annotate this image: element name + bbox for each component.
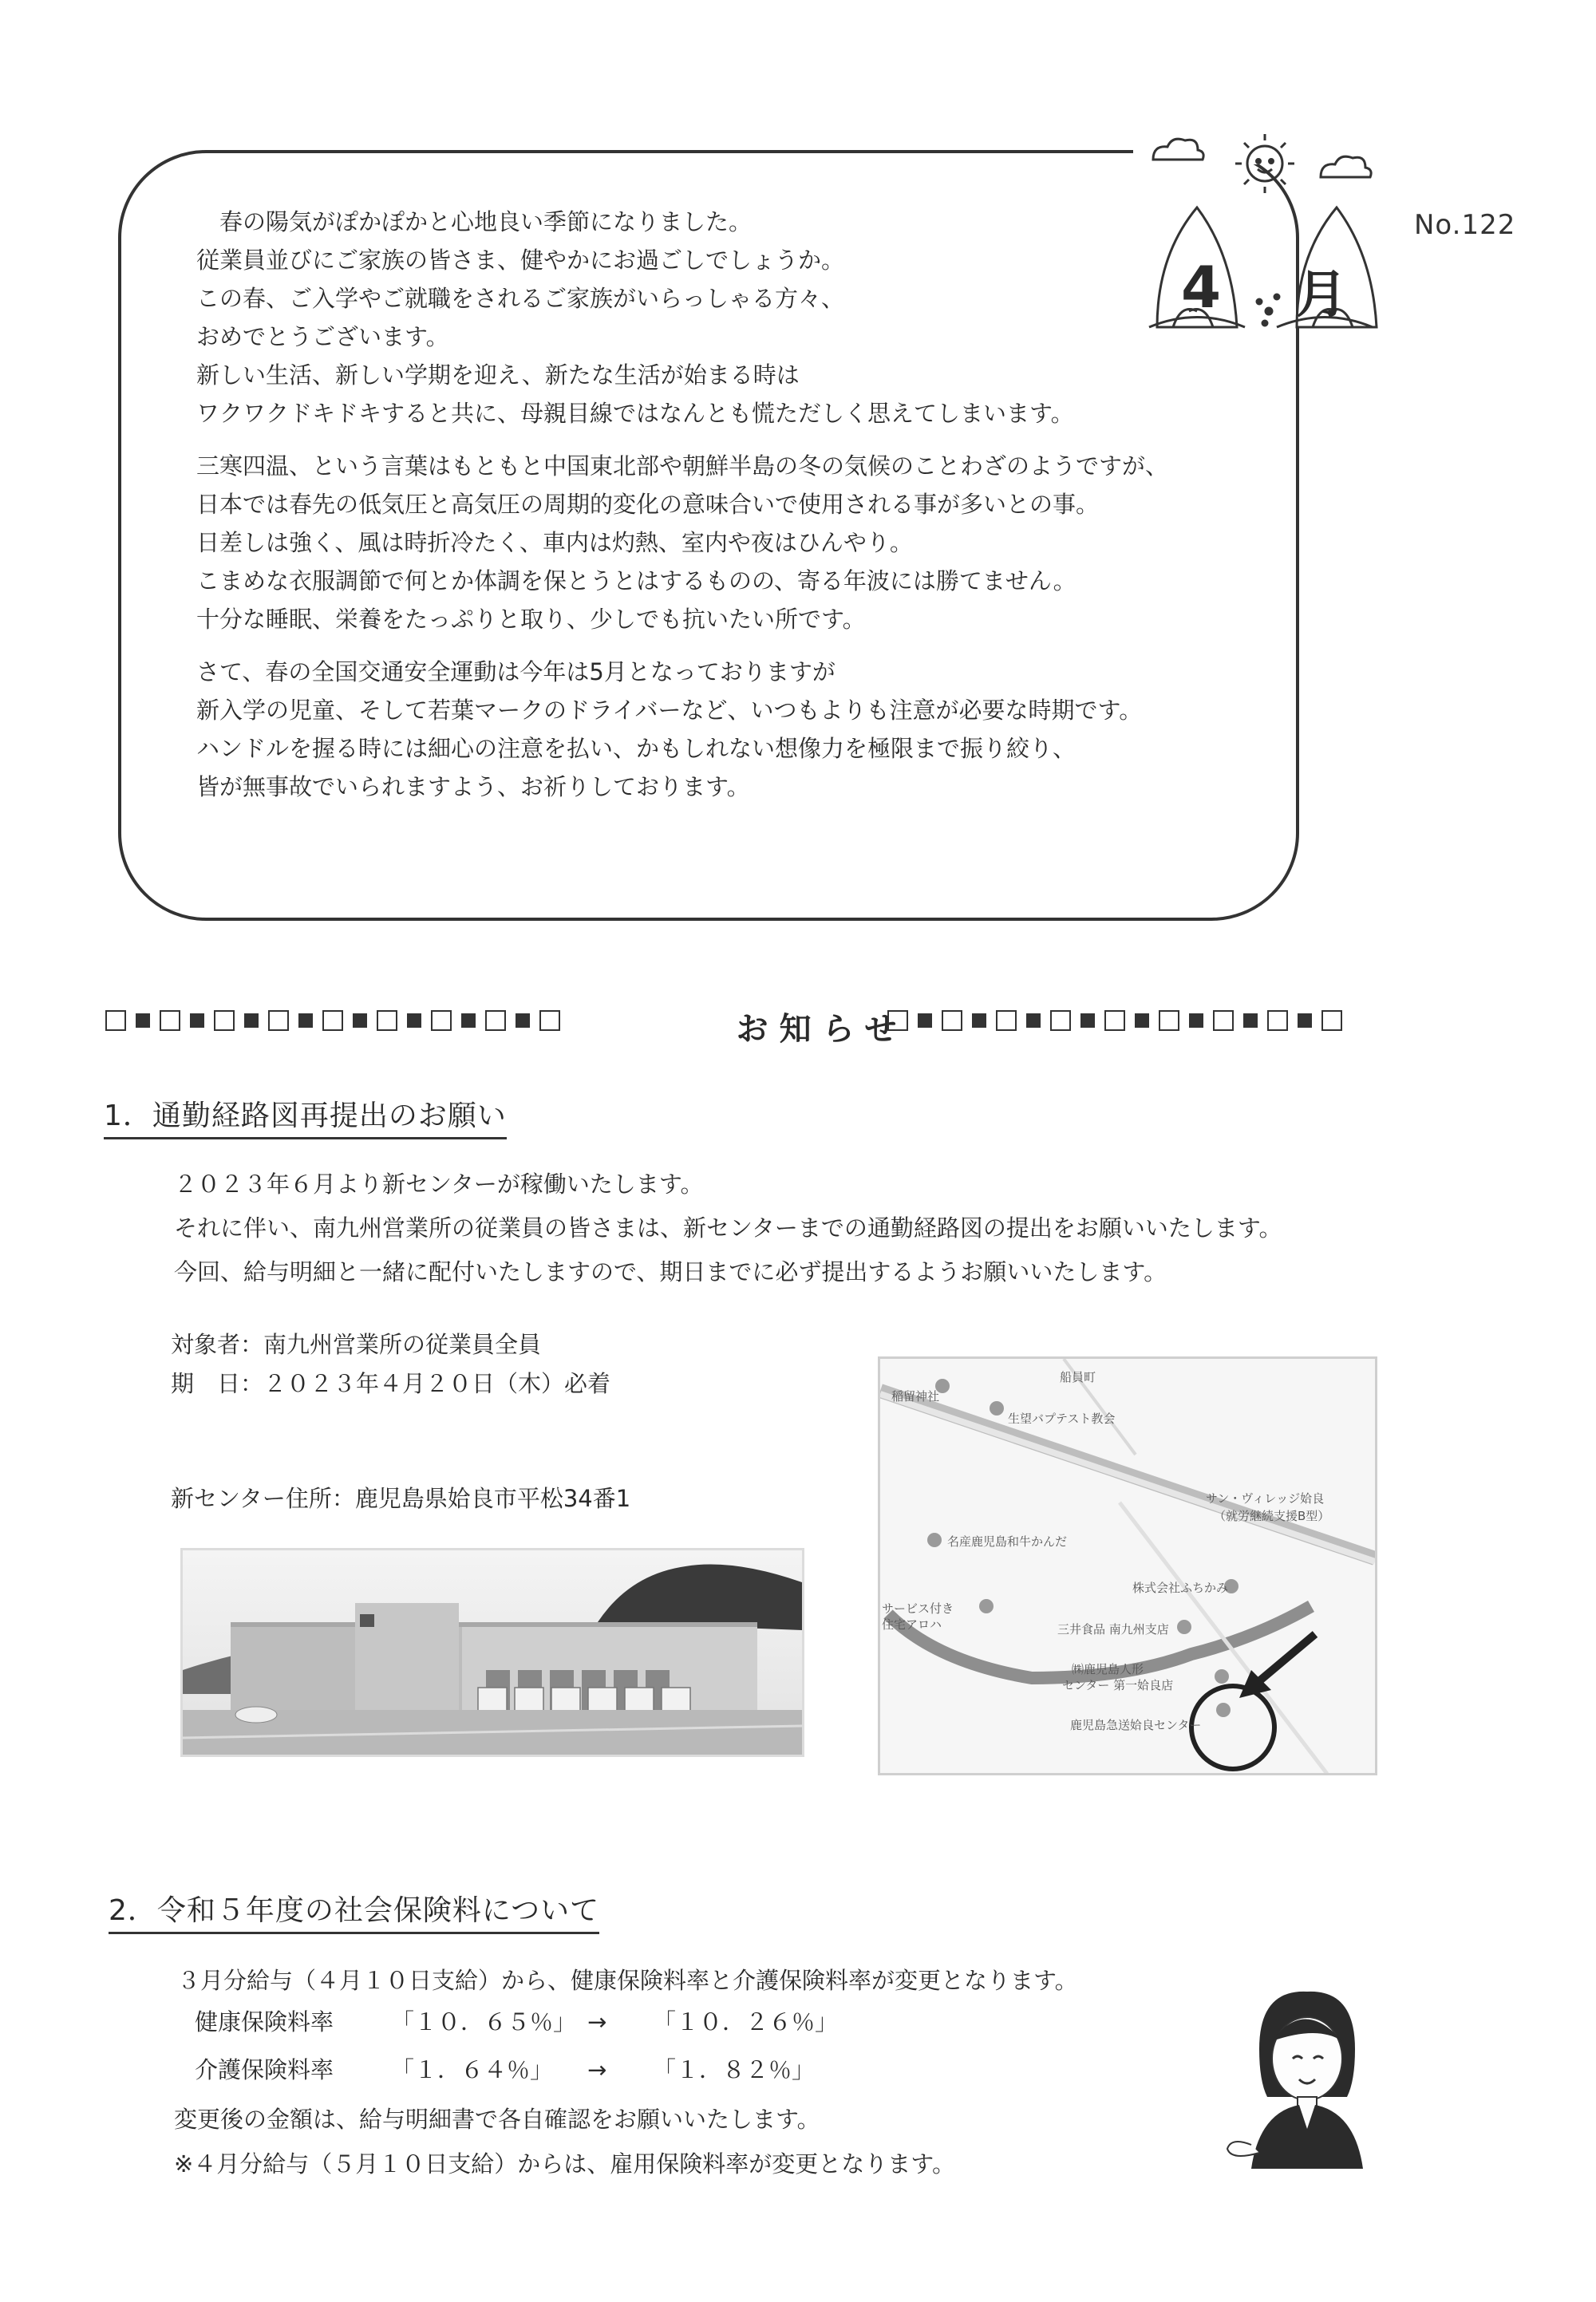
filled-square-icon <box>1026 1013 1041 1028</box>
notice-divider <box>102 1004 1427 1048</box>
filled-square-icon <box>136 1013 150 1028</box>
greeting-line: 日本では春先の低気圧と高気圧の周期的変化の意味合いで使用される事が多いとの事。 <box>196 491 1100 518</box>
address-label: 新センター住所： <box>171 1485 355 1512</box>
deadline-label: 期 日： <box>171 1370 264 1397</box>
filled-square-icon <box>516 1013 530 1028</box>
filled-square-icon <box>1189 1013 1203 1028</box>
divider-squares-left <box>105 1010 560 1031</box>
map-label: センター 第一姶良店 <box>1062 1678 1174 1692</box>
filled-square-icon <box>918 1013 932 1028</box>
outline-square-icon <box>1104 1010 1125 1031</box>
map-label: 船員町 <box>1060 1370 1096 1384</box>
greeting-line: 十分な睡眠、栄養をたっぷりと取り、少しでも抗いたい所です。 <box>196 606 866 633</box>
sun-icon <box>1235 134 1294 193</box>
filled-square-icon <box>972 1013 986 1028</box>
outline-square-icon <box>942 1010 962 1031</box>
greeting-paragraph-2 <box>196 447 1234 638</box>
greeting-line: この春、ご入学やご就職をされるご家族がいらっしゃる方々、 <box>196 285 845 312</box>
target-label: 対象者： <box>171 1331 264 1358</box>
section2-note-2: ※４月分給与（５月１０日支給）からは、雇用保険料率が変更となります。 <box>174 2150 955 2178</box>
greeting-line: 新入学の児童、そして若葉マークのドライバーなど、いつもよりも注意が必要な時期です。 <box>196 697 1143 724</box>
notice-heading: お知らせ <box>736 1011 908 1048</box>
greeting-line: 新しい生活、新しい学期を迎え、新たな生活が始まる時は <box>196 361 800 389</box>
outline-square-icon <box>160 1010 180 1031</box>
target-value: 南九州営業所の従業員全員 <box>263 1331 542 1358</box>
section2-heading: 2．令和５年度の社会保険料について <box>109 1888 599 1934</box>
month-kanji: 月 <box>1296 266 1347 325</box>
location-map <box>878 1356 1377 1775</box>
filled-square-icon <box>1135 1013 1149 1028</box>
outline-square-icon <box>539 1010 560 1031</box>
map-label: 鹿児島急送姶良センター <box>1070 1718 1202 1732</box>
month-number: 4 <box>1180 254 1222 321</box>
map-label: ㈱鹿児島人形 <box>1072 1662 1144 1676</box>
map-label: 生望バプテスト教会 <box>1008 1412 1116 1426</box>
greeting-line: 皆が無事故でいられますよう、お祈りしております。 <box>196 773 750 800</box>
greeting-line: 三寒四温、という言葉はもともと中国東北部や朝鮮半島の冬の気候のことわざのようですが、 <box>196 452 1169 480</box>
address-value: 鹿児島県姶良市平松34番1 <box>354 1485 631 1512</box>
address-row <box>171 1481 630 1514</box>
rate-arrow: → <box>587 2056 607 2083</box>
outline-square-icon <box>377 1010 397 1031</box>
map-label: サービス付き <box>882 1601 954 1616</box>
rate-label: 介護保険料率 <box>195 2056 334 2083</box>
outline-square-icon <box>1213 1010 1234 1031</box>
rate-old: 「１．６４％」 <box>391 2056 554 2083</box>
outline-square-icon <box>887 1010 908 1031</box>
map-label: （就労継続支援B型） <box>1214 1509 1330 1523</box>
outline-square-icon <box>268 1010 289 1031</box>
filled-square-icon <box>1243 1013 1258 1028</box>
rate-new: 「１．８２％」 <box>653 2056 816 2083</box>
filled-square-icon <box>190 1013 204 1028</box>
staff-woman-illustration <box>1219 1985 1379 2169</box>
section1-line-1: ２０２３年６月より新センターが稼働いたします。 <box>174 1171 704 1198</box>
outline-square-icon <box>214 1010 235 1031</box>
rate-row <box>195 2004 838 2037</box>
greeting-line: 従業員並びにご家族の皆さま、健やかにお過ごしでしょうか。 <box>196 247 845 274</box>
filled-square-icon <box>1298 1013 1312 1028</box>
map-label: 三井食品 南九州支店 <box>1057 1622 1169 1637</box>
greeting-line: おめでとうございます。 <box>196 323 449 350</box>
deadline-value: ２０２３年４月２０日（木）必着 <box>263 1370 611 1397</box>
outline-square-icon <box>322 1010 343 1031</box>
outline-square-icon <box>485 1010 506 1031</box>
greeting-line: ハンドルを握る時には細心の注意を払い、かもしれない想像力を極限まで振り絞り、 <box>196 735 1077 762</box>
map-label: 名産鹿児島和牛かんだ <box>947 1534 1068 1549</box>
filled-square-icon <box>353 1013 367 1028</box>
map-drawing <box>880 1359 1375 1773</box>
location-circle <box>1191 1686 1274 1769</box>
filled-square-icon <box>298 1013 313 1028</box>
filled-square-icon <box>461 1013 476 1028</box>
greeting-line: さて、春の全国交通安全運動は今年は5月となっておりますが <box>196 658 836 685</box>
map-label: 株式会社ふちかみ <box>1132 1581 1229 1595</box>
greeting-paragraph-3 <box>196 653 1234 806</box>
map-label: サン・ヴィレッジ姶良 <box>1206 1491 1325 1506</box>
issue-number: No.122 <box>1414 209 1516 241</box>
section2-intro: ３月分給与（４月１０日支給）から、健康保険料率と介護保険料率が変更となります。 <box>177 1967 1078 1994</box>
map-label: 住宅アロハ <box>882 1617 942 1632</box>
rate-new: 「１０．２６％」 <box>653 2008 839 2035</box>
map-label: 稲留神社 <box>891 1389 940 1404</box>
rate-arrow: → <box>587 2008 607 2035</box>
outline-square-icon <box>105 1010 126 1031</box>
outline-square-icon <box>996 1010 1017 1031</box>
outline-square-icon <box>1050 1010 1071 1031</box>
arrow-icon <box>1239 1634 1315 1698</box>
section1-line-2: それに伴い、南九州営業所の従業員の皆さまは、新センターまでの通勤経路図の提出をお願いいたします。 <box>174 1214 1282 1242</box>
greeting-line: 春の陽気がぽかぽかと心地良い季節になりました。 <box>196 208 753 235</box>
divider-squares-right <box>887 1010 1342 1031</box>
rate-label: 健康保険料率 <box>195 2008 334 2035</box>
rate-row <box>195 2052 815 2085</box>
outline-square-icon <box>1159 1010 1179 1031</box>
filled-square-icon <box>244 1013 259 1028</box>
greeting-paragraph-1 <box>196 203 1234 432</box>
deadline-row <box>171 1366 610 1399</box>
greeting-line: 日差しは強く、風は時折冷たく、車内は灼熱、室内や夜はひんやり。 <box>196 529 913 556</box>
section1-line-3: 今回、給与明細と一緒に配付いたしますので、期日までに必ず提出するようお願いいたします。 <box>174 1258 1167 1285</box>
greeting-line: こまめな衣服調節で何とか体調を保とうとはするものの、寄る年波には勝てません。 <box>196 567 1077 594</box>
new-center-photo <box>180 1548 804 1757</box>
greeting-text <box>196 203 1234 820</box>
outline-square-icon <box>1321 1010 1342 1031</box>
section1-heading: 1．通勤経路図再提出のお願い <box>104 1093 507 1139</box>
filled-square-icon <box>1080 1013 1095 1028</box>
outline-square-icon <box>431 1010 452 1031</box>
greeting-line: ワクワクドキドキすると共に、母親目線ではなんとも慌ただしく思えてしまいます。 <box>196 400 1074 427</box>
building-image <box>183 1550 802 1755</box>
section2-note-1: 変更後の金額は、給与明細書で各自確認をお願いいたします。 <box>174 2106 820 2133</box>
rate-old: 「１０．６５％」 <box>391 2008 577 2035</box>
filled-square-icon <box>407 1013 421 1028</box>
outline-square-icon <box>1267 1010 1288 1031</box>
target-row <box>171 1327 541 1360</box>
